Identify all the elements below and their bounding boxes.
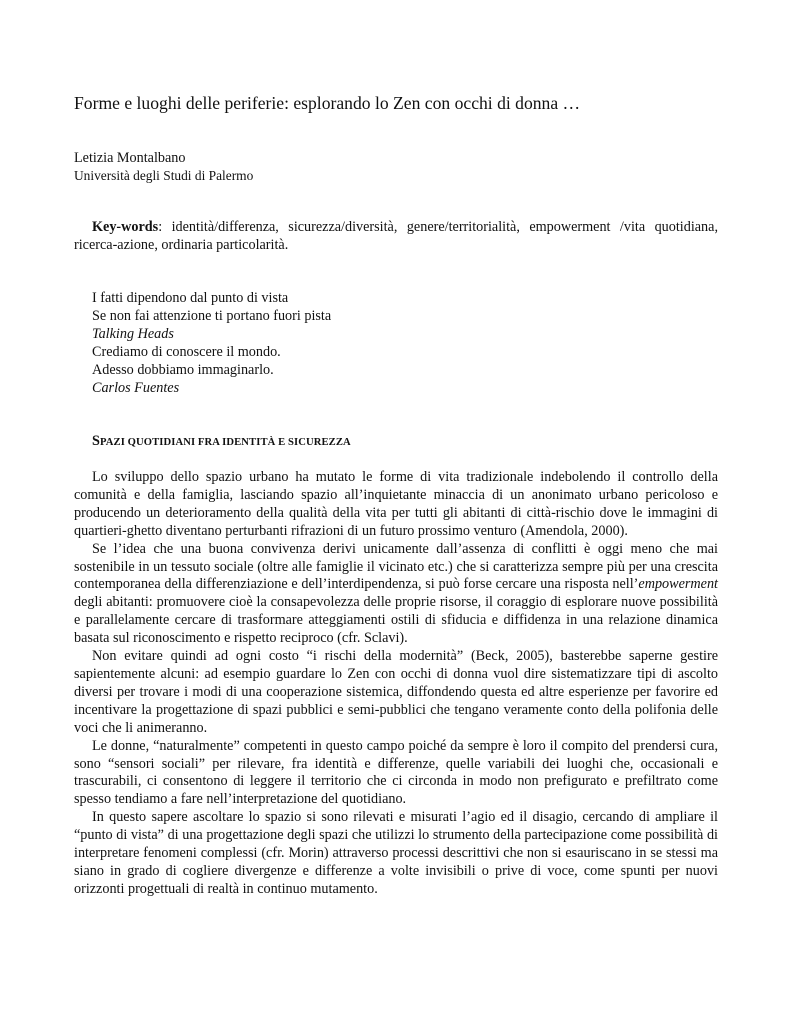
body-text [74,469,718,899]
epigraph-line: I fatti dipendono dal punto di vista [92,290,289,306]
body-paragraph: Lo sviluppo dello spazio urbano ha mutato le forme di vita tradizionale indebolendo il controllo della comunità e della famiglia, lasciando spazio all’inquietante minaccia di un anonimato urbano pericoloso e producendo un deterioramento della qualità della vita per tutti gli abitanti di città-rischio dove le immagini di quartieri-ghetto diventano perturbanti rifrazioni di un futuro prossimo venturo (Amendola, 2000). [74,469,718,539]
epigraph-attribution: Talking Heads [92,326,174,342]
keywords-paragraph [74,218,718,254]
body-paragraph: In questo sapere ascoltare lo spazio si sono rilevati e misurati l’agio ed il disagio, cercando di ampliare il “punto di vista” di una progettazione degli spazi che utilizzi lo strumento della partecipazione come possibilità di interpretare fenomeni complessi (cfr. Morin) attraverso processi descrittivi che non si esauriscano in se stessi ma siano in grado di cogliere divergenze e differenze a volte invisibili o prive di voce, come spunti per nuovi orizzonti progettuali di realtà in continuo mutamento. [74,809,718,897]
body-paragraph: Non evitare quindi ad ogni costo “i rischi della modernità” (Beck, 2005), basterebbe saperne gestire sapientemente alcuni: ad esempio guardare lo Zen con occhi di donna vuol dire sistematizzare tipi di ascolto diversi per trovare i modi di una cooperazione sistemica, diffondendo questa ed altre esperienze per favorire ed incentivare la progettazione di spazi pubblici e semi-pubblici che tengano veramente conto della polifonia delle voci che li animeranno. [74,648,718,736]
paper-title: Forme e luoghi delle periferie: esplorando lo Zen con occhi di donna … [74,93,581,113]
section-heading [92,432,351,452]
keywords-label: Key-words [92,219,159,235]
author-block [74,149,714,185]
epigraph-line: Adesso dobbiamo immaginarlo. [92,362,274,378]
keywords-text: : identità/differenza, sicurezza/diversità, genere/territorialità, empowerment /vita quotidiana, ricerca-azione, ordinaria particolarità. [74,219,718,253]
section-heading-rest: PAZI QUOTIDIANI FRA IDENTITÀ E SICUREZZA [100,437,351,448]
paragraph-fragment: degli abitanti: promuovere cioè la consapevolezza delle proprie risorse, il coraggio di esplorare nuove possibilità e parallelamente cercare di trasformare atteggiamenti ostili di sfiducia e diffidenza in una relazione dinamica basata sul riconoscimento e rispetto reciproco (cfr. Sclavi). [74,594,718,647]
author-name: Letizia Montalbano [74,150,186,166]
body-paragraph: Le donne, “naturalmente” competenti in questo campo poiché da sempre è loro il compito del prendersi cura, sono “sensori sociali” per rilevare, fra identità e differenze, quelle variabili dei luoghi che, occasionali e trascurabili, ci consentono di leggere il territorio che ci circonda in modo non prefigurato e prefiltrato come spesso tendiamo a fare nell’interpretazione del quotidiano. [74,737,718,808]
section-heading-initial: S [92,433,100,449]
epigraph [92,289,592,397]
epigraph-attribution: Carlos Fuentes [92,380,180,396]
paragraph-fragment: Se l’idea che una buona convivenza derivi unicamente dall’assenza di conflitti è oggi meno che mai sostenibile in un tessuto sociale (oltre alle famiglie il vicinato etc.) che si caratterizza sempre più per una crescita contemporanea della differenziazione e dell’interdipendenza, si può forse cercare una risposta nell’ [74,540,718,593]
body-paragraph [74,541,718,648]
epigraph-line: Crediamo di conoscere il mondo. [92,344,281,360]
epigraph-line: Se non fai attenzione ti portano fuori pista [92,308,332,324]
paragraph-emphasis: empowerment [638,576,718,593]
author-affiliation: Università degli Studi di Palermo [74,168,254,183]
